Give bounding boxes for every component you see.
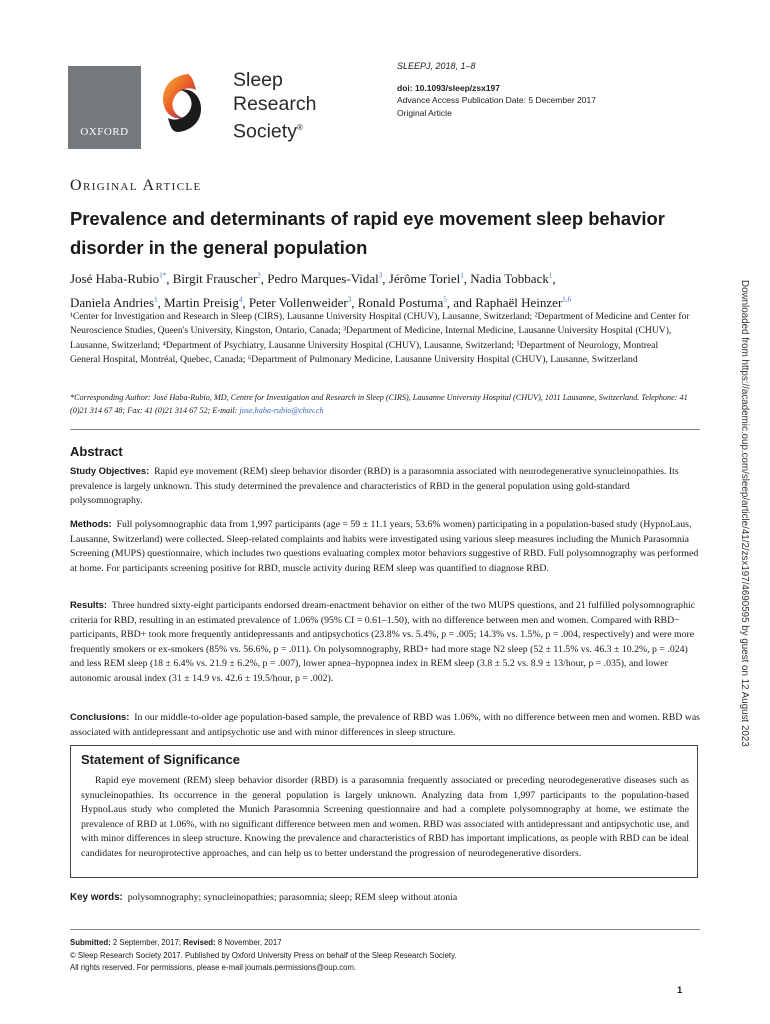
author: José Haba-Rubio$^{1*}$ [70, 271, 167, 287]
article-type: Original Article [397, 107, 452, 118]
abstract-objectives: Study Objectives: Rapid eye movement (REM) sleep behavior disorder (RBD) is a parasomnia associated with neurodegenerative synucleinopathies. Its prevalence is largely unknown. This study determined the prevalence and characteristics of RBD in the general population using gold-standard polysomnography. [70, 465, 679, 507]
author-affiliation-mark: 1 [548, 272, 553, 280]
article-title: Prevalence and determinants of rapid eye movement sleep behavior disorder in the general population [70, 208, 665, 258]
oxford-logo [68, 66, 141, 149]
society-name [233, 68, 343, 144]
author-affiliation-mark: 4 [238, 295, 243, 304]
author-affiliation-mark: 1 [154, 295, 158, 304]
author-list: José Haba-Rubio$^{1*}$, Birgit Frauscher$^2$, Pedro Marques-Vidal$^3$, Jérôme Toriel$^1$, Nadia Tobback$^1$, Daniela Andries$^1$, Martin Preisig$^4$, Peter Vollenweider$^3$, Ronald Postuma$^5$, and Raphaël Heinzer$^{1,6}$ [70, 271, 572, 311]
author: and Raphaël Heinzer$^{1,6}$ [453, 295, 572, 311]
email-link[interactable]: jose.haba-rubio@chuv.ch [239, 406, 324, 415]
author: Daniela Andries$^1$ [70, 295, 158, 311]
author-affiliation-mark: 3 [378, 272, 383, 280]
abstract-methods: Methods: Full polysomnographic data from 1,997 participants (age = 59 ± 11.1 years, 53.6% women) participating in a population-based study (HypnoLaus, Lausanne, Switzerland) were collected. Sleep-related complaints and habits were investigated using various sleep measures including the Munich Parasomnia Screening (MUPS) questionnaire, which includes two questions evaluating complex motor behaviors suggestive of RBD. Full polysomnography was performed at home. For participants screening positive for RBD, muscle activity during REM sleep was quantified to diagnose RBD. [70, 518, 699, 574]
abstract-results: Results: Three hundred sixty-eight participants endorsed dream-enactment behavior on either of the two MUPS questions, and 21 fulfilled polysomnographic criteria for RBD, resulting in an estimated prevalence of 1.06% (95% CI = 0.61–1.50), with no difference between men and women. Compared with RBD− participants, RBD+ took more frequently antidepressants and antipsychotics (23.8% vs. 5.4%, p = .005; 14.3% vs. 1.5%, p = .004, respectively) and were more frequently smokers or ex-smokers (85% vs. 56.6%, p = .011). On polysomnography, RBD+ had more stage N2 sleep (52 ± 11.5% vs. 46.3 ± 10.2%, p = .024) and less REM sleep (18 ± 6.4% vs. 21.9 ± 6.2%, p = .007), lower apnea–hypopnea index in REM sleep (3.8 ± 5.2 vs. 8.9 ± 13/hour, p = .035), and lower autonomic arousal index (31 ± 14.9 vs. 42.6 ± 19.5/hour, p = .002). [70, 599, 696, 684]
doi[interactable]: doi: 10.1093/sleep/zsx197 [397, 82, 501, 93]
footer [70, 937, 700, 975]
corresponding-author: *Corresponding Author: José Haba-Rubio, MD, Centre for Investigation and Research in Sleep (CIRS), Lausanne University Hospital (CHUV), 1011 Lausanne, Switzerland. Telephone: 41 (0)21 314 67 48; Fax: 41 (0)21 314 67 52; E-mail: jose.haba-rubio@chuv.ch [70, 393, 688, 415]
society-name-line-3: Society® [233, 120, 303, 143]
keywords: Key words: polysomnography; synucleinopathies; parasomnia; sleep; REM sleep without atonia [70, 892, 458, 903]
rights: All rights reserved. For permissions, please e-mail journals.permissions@oup.com. [70, 963, 357, 972]
page-number: 1 [677, 985, 683, 996]
author-affiliation-mark: 5 [443, 295, 447, 304]
author-affiliation-mark: 3 [347, 295, 352, 304]
author: Birgit Frauscher$^2$ [172, 271, 261, 287]
copyright: © Sleep Research Society 2017. Published by Oxford University Press on behalf of the Sleep Research Society. [70, 950, 457, 960]
author: Nadia Tobback$^1$ [470, 271, 553, 287]
advance-access-date: Advance Access Publication Date: 5 December 2017 [397, 95, 596, 105]
author-affiliation-mark: 1* [159, 272, 167, 280]
author-affiliation-mark: 1,6 [562, 295, 572, 304]
oxford-logo-text: OXFORD [80, 126, 129, 138]
submission-dates: Submitted: 2 September, 2017; Revised: 8 November, 2017 [70, 938, 282, 947]
author: Ronald Postuma$^5$ [357, 295, 447, 311]
journal-meta [397, 60, 596, 119]
abstract-heading: Abstract [70, 444, 123, 459]
author: Jérôme Toriel$^1$ [388, 271, 464, 287]
download-note: Downloaded from https://academic.oup.com/sleep/article/41/2/zsx197/4690595 by guest on 12 August 2023 [739, 280, 750, 747]
significance-box [70, 745, 698, 878]
author-affiliation-mark: 2 [257, 272, 261, 280]
significance-heading: Statement of Significance [81, 752, 240, 767]
significance-text: Rapid eye movement (REM) sleep behavior disorder (RBD) is a parasomnia frequently associated or preceding neurodegenerative diseases such as synucleinopathies. Its occurrence in the general population is largely unknown. Analyzing data from 1,997 participants to the population-based HypnoLaus study who completed the Munich Parasomnia Screening questionnaire and had a complete polysomnography at home, we estimate the prevalence of RBD at 1.06%, with no significant difference between men and women. RBD was associated with antidepressant and antipsychotic use, and with minor differences in sleep structure. Knowing the prevalence and characteristics of RBD has important implications, as people with RBD can be ideal candidates for neuroprotective approaches, and can help us to better understand the progression of neurodegenerative disorders. [81, 775, 689, 859]
author-affiliation-mark: 1 [460, 272, 464, 280]
registered-mark: ® [296, 123, 303, 132]
society-name-line-1: Sleep [233, 69, 283, 91]
author: Martin Preisig$^4$ [164, 295, 243, 311]
author: Pedro Marques-Vidal$^3$ [267, 271, 383, 287]
journal-citation: SLEEPJ, 2018, 1–8 [397, 61, 476, 71]
abstract-conclusions: Conclusions: In our middle-to-older age population-based sample, the prevalence of RBD was 1.06%, with no difference between men and women. RBD was associated with antidepressant and antipsychotic use and with minor differences in sleep structure. [70, 711, 700, 738]
divider [70, 429, 700, 430]
divider [70, 929, 700, 930]
affiliations: ¹Center for Investigation and Research in Sleep (CIRS), Lausanne University Hospital (CHUV), Lausanne, Switzerland; ²Department of Medicine and Center for Neuroscience Studies, Queen's University, Kingston, Ontario, Canada; ³Department of Medicine, Internal Medicine, Lausanne University Hospital (CHUV), Lausanne, Switzerland; ⁴Department of Psychiatry, Lausanne University Hospital (CHUV), Lausanne, Switzerland; ⁵Department of Neurology, Montreal General Hospital, Montréal, Quebec, Canada; ⁶Department of Pulmonary Medicine, Lausanne University Hospital (CHUV), Lausanne, Switzerland [70, 311, 690, 365]
society-name-line-2: Research [233, 93, 317, 115]
sleep-research-society-logo-icon [158, 70, 206, 138]
section-kicker: Original Article [70, 177, 202, 194]
author: Peter Vollenweider$^3$ [248, 295, 352, 311]
